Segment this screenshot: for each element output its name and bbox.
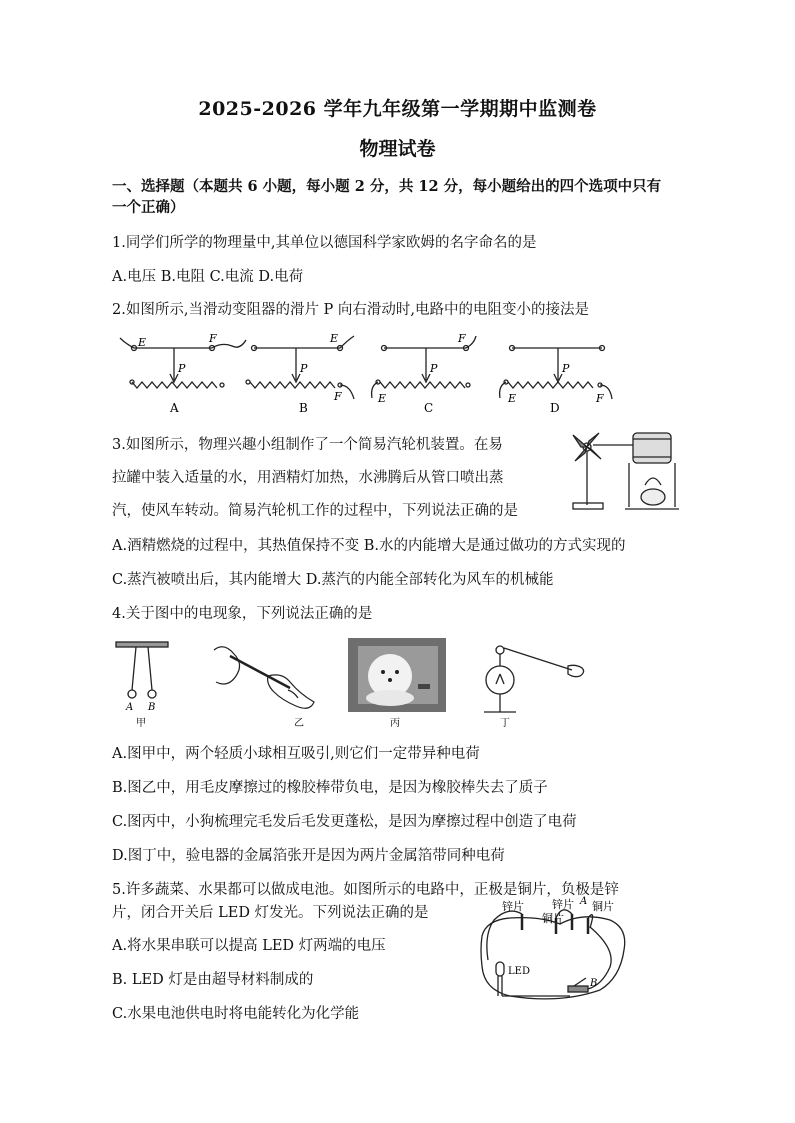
section-heading-line2: 一个正确） <box>112 199 185 216</box>
figure-label-d: D <box>550 401 560 415</box>
question-4-stem: 4.关于图中的电现象，下列说法正确的是 <box>112 606 373 622</box>
question-5-option-a: A.将水果串联可以提高 LED 灯两端的电压 <box>112 938 386 954</box>
question-5-stem-line2: 片，闭合开关后 LED 灯发光。下列说法正确的是 <box>112 905 429 921</box>
label-copper-2: 铜片 <box>592 900 614 913</box>
exam-title: 2025-2026 学年九年级第一学期期中监测卷 <box>198 98 597 120</box>
fruit-battery-figure <box>468 896 638 1008</box>
rheostat-figure-c <box>372 336 476 398</box>
electricity-figures <box>112 636 592 732</box>
figure-yi <box>214 647 314 708</box>
question-2-stem: 2.如图所示,当滑动变阻器的滑片 P 向右滑动时,电路中的电阻变小的接法是 <box>112 302 590 318</box>
steam-turbine-figure <box>565 425 685 515</box>
section-heading-line1: 一、选择题（本题共 6 小题，每小题 2 分，共 12 分，每小题给出的四个选项中只有 <box>112 178 662 195</box>
figure-label-c: C <box>424 401 434 415</box>
question-3-options-cd: C.蒸汽被喷出后，其内能增大 D.蒸汽的内能全部转化为风车的机械能 <box>112 572 554 588</box>
label-b: B <box>590 978 598 989</box>
terminal-p-b: P <box>300 362 308 375</box>
figure-label-jia: 甲 <box>136 718 146 729</box>
question-3-options-ab: A.酒精燃烧的过程中，其热值保持不变 B.水的内能增大是通过做功的方式实现的 <box>112 538 626 554</box>
figure-label-b: B <box>299 401 308 415</box>
terminal-p-a: P <box>178 362 186 375</box>
question-4-option-b: B.图乙中，用毛皮摩擦过的橡胶棒带负电，是因为橡胶棒失去了质子 <box>112 780 548 796</box>
terminal-f-a: F <box>209 332 217 345</box>
figure-label-ding: 丁 <box>500 718 510 729</box>
question-3-stem-line3: 汽，使风车转动。简易汽轮机工作的过程中，下列说法正确的是 <box>112 503 518 519</box>
figure-bing <box>348 638 446 712</box>
figure-label-a: A <box>170 401 179 415</box>
terminal-e-a: E <box>138 336 147 349</box>
rheostat-figures <box>112 330 642 420</box>
ball-label-b: B <box>148 702 156 713</box>
figure-ding <box>484 646 584 712</box>
terminal-e-b: E <box>330 332 339 345</box>
terminal-f-b: F <box>334 390 342 403</box>
terminal-p-c: P <box>430 362 438 375</box>
question-4-option-a: A.图甲中，两个轻质小球相互吸引,则它们一定带异种电荷 <box>112 746 480 762</box>
question-3-stem-line2: 拉罐中装入适量的水，用酒精灯加热，水沸腾后从管口喷出蒸 <box>112 470 504 486</box>
question-3-stem-line1: 3.如图所示，物理兴趣小组制作了一个简易汽轮机装置。在易 <box>112 437 503 453</box>
figure-label-yi: 乙 <box>294 718 304 729</box>
terminal-p-d: P <box>562 362 570 375</box>
terminal-f-d: F <box>596 392 604 405</box>
exam-subtitle: 物理试卷 <box>359 138 436 160</box>
ball-label-a: A <box>126 702 134 713</box>
question-4-option-c: C.图丙中，小狗梳理完毛发后毛发更蓬松，是因为摩擦过程中创造了电荷 <box>112 814 577 830</box>
question-1-stem: 1.同学们所学的物理量中,其单位以德国科学家欧姆的名字命名的是 <box>112 235 537 251</box>
label-a: A <box>580 896 588 907</box>
figure-jia <box>116 642 168 698</box>
terminal-e-c: E <box>378 392 387 405</box>
terminal-e-d: E <box>508 392 517 405</box>
question-5-option-c: C.水果电池供电时将电能转化为化学能 <box>112 1006 360 1022</box>
question-5-option-b: B. LED 灯是由超导材料制成的 <box>112 972 314 988</box>
question-4-option-d: D.图丁中，验电器的金属箔张开是因为两片金属箔带同种电荷 <box>112 848 505 864</box>
label-led: LED <box>508 966 530 977</box>
label-zinc-1: 锌片 <box>502 900 524 913</box>
question-1-options: A.电压 B.电阻 C.电流 D.电荷 <box>112 269 304 285</box>
question-5-stem-line1: 5.许多蔬菜、水果都可以做成电池。如图所示的电路中，正极是铜片，负极是锌 <box>112 882 619 898</box>
rheostat-figure-d <box>500 346 612 400</box>
label-zinc-2: 锌片 <box>552 898 574 911</box>
label-copper-1: 铜片 <box>542 912 564 925</box>
figure-label-bing: 丙 <box>390 718 400 729</box>
terminal-f-c: F <box>458 332 466 345</box>
